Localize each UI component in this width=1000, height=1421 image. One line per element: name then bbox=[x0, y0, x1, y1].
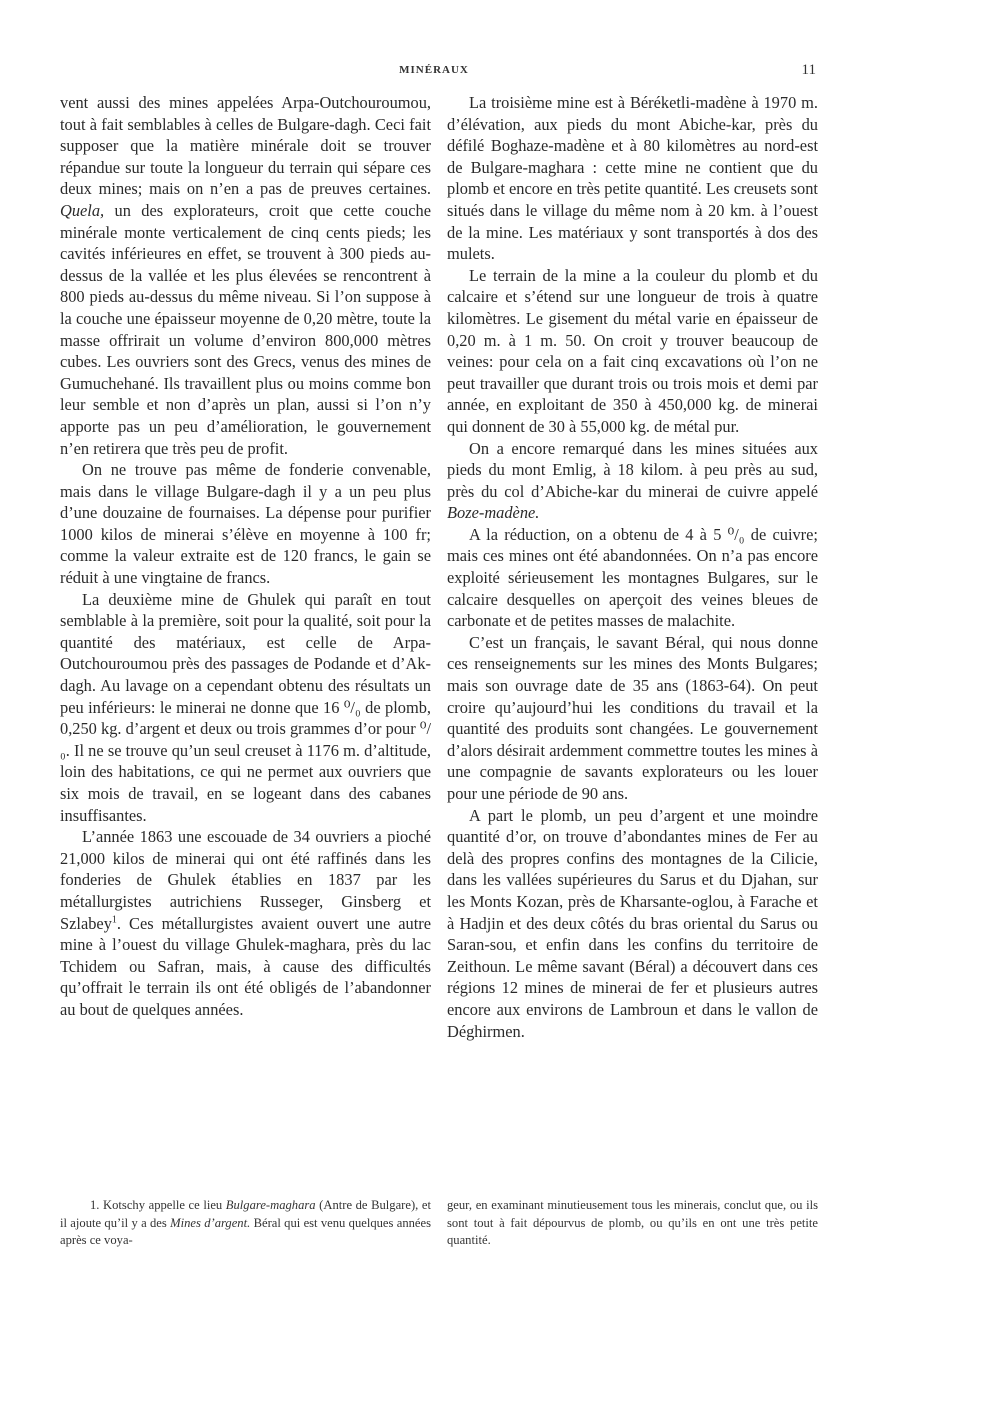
paragraph: La troisième mine est à Béréketli-madène à 1970 m. d’élévation, aux pieds du mont Abiche-kar, près du défilé Boghaze-madène et à 80 kilomètres au nord-est de Bulgare-maghara : cette mine ne contient que du plomb et encore en très petite quantité. Les creusets sont situés dans le village du même nom à 20 km. à l’ouest de la mine. Les matériaux y sont transportés à dos des mulets. bbox=[447, 93, 818, 264]
page-number: 11 bbox=[801, 62, 816, 78]
paragraph: On ne trouve pas même de fonderie convenable, mais dans le village Bulgare-dagh il y a un peu plus d’une douzaine de fournaises. La dépense pour purifier 1000 kilos de minerai s’élève en moyenne à 100 fr; comme la valeur extraite est de 120 francs, le gain se réduit à une vingtaine de francs. bbox=[60, 460, 431, 588]
paragraph: A part le plomb, un peu d’argent et une moindre quantité d’or, on trouve d’abondantes mines de Fer au delà des propres confins des montagnes de la Cilicie, dans les vallées supérieures du Sarus et du Djahan, sur les Monts Kozan, près de Kharsante-oglou, à Farache et à Hadjin et des deux côtés du bras oriental du Sarus ou Saran-sou, et enfin dans les confins du territoire de Zeithoun. Le même savant (Béral) a découvert dans ces régions 12 mines de minerai de fer et plusieurs autres encore aux environs de Lambroun et dans le vallon de Déghirmen. bbox=[447, 805, 818, 1041]
paragraph: vent aussi des mines appelées Arpa-Outchouroumou, tout à fait semblables à celles de Bulgare-dagh. Ceci fait supposer que la matière minérale doit se trouver répandue sur toute la longueur du terrain qui sépare ces deux mines; mais on n’en a pas de preuves certaines. Quela, un des explorateurs, croit que cette couche minérale monte verticalement de cinq cents pieds; les cavités inférieures en effet, se trouvent à 300 pieds au-dessus de la vallée et les plus élevées se rencontrent à 800 pieds au-dessus du même niveau. Si l’on suppose à la couche une épaisseur moyenne de 0,20 mètre, toute la masse offrirait un volume d’environ 800,000 mètres cubes. Les ouvriers sont des Grecs, venus des mines de Gumuchehané. Ils travaillent plus ou moins comme bon leur semble et non d’après un plan, aussi si l’on n’y apporte pas un peu d’amélioration, le gouvernement n’en retirera que très peu de profit. bbox=[60, 93, 431, 458]
running-title: MINÉRAUX bbox=[399, 64, 469, 76]
footnote-left bbox=[60, 1197, 431, 1250]
footnote-text: 1. Kotschy appelle ce lieu Bulgare-maghara (Antre de Bulgare), et il ajoute qu’il y a des Mines d’argent. Béral qui est venu quelques années après ce voya- bbox=[60, 1198, 432, 1247]
italic-name: Boze-madène. bbox=[447, 503, 540, 523]
paragraph: Le terrain de la mine a la couleur du plomb et du calcaire et s’étend sur une longueur de trois à quatre kilomètres. Le gisement du métal varie en épaisseur de 0,20 m. à 1 m. 50. On croit y trouver beaucoup de veines: pour cela on a fait cinq excavations où l’on ne peut travailler que durant trois ou trois mois et demi par année, en exploitant de 350 à 450,000 kg. de minerai qui donnent de 30 à 55,000 kg. de métal pur. bbox=[447, 265, 818, 436]
paragraph: A la réduction, on a obtenu de 4 à 5 ⁰/₀ de cuivre; mais ces mines ont été abandonnées. On n’a pas encore exploité sérieusement les montagnes Bulgares, sur le calcaire desquelles on aperçoit des veines bleues de carbonate et de petites masses de malachite. bbox=[447, 524, 818, 631]
paragraph: La deuxième mine de Ghulek qui paraît en tout semblable à la première, soit pour la qualité, soit pour la quantité des matériaux, est celle de Arpa-Outchouroumou près des passages de Podande et d’Ak-dagh. Au lavage on a cependant obtenu des résultats un peu inférieurs: le minerai ne donne que 16 ⁰/₀ de plomb, 0,250 kg. d’argent et deux ou trois grammes d’or pour ⁰/₀. Il ne se trouve qu’un seul creuset à 1176 m. d’altitude, loin des habitations, ce qui ne permet aux ouvriers que six mois de travail, en se logeant dans des cabanes insuffisantes. bbox=[60, 589, 431, 825]
footnote-right bbox=[447, 1197, 818, 1250]
paragraph: C’est un français, le savant Béral, qui nous donne ces renseignements sur les mines des Monts Bulgares; mais son ouvrage date de 35 ans (1863-64). On peut croire qu’aujourd’hui les conditions du travail et la quantité des produits sont changées. Le gouvernement d’alors désirait ardemment commettre toutes les mines à une compagnie de savants explorateurs ou les louer pour une période de 90 ans. bbox=[447, 632, 818, 803]
percent-sign: ⁰/₀ bbox=[60, 719, 431, 760]
paragraph: On a encore remarqué dans les mines situées aux pieds du mont Emlig, à 18 kilom. à peu près au sud, près du col d’Abiche-kar du minerai de cuivre appelé Boze-madène. bbox=[447, 438, 818, 523]
left-column bbox=[60, 92, 431, 1021]
percent-sign: ⁰/₀ bbox=[727, 524, 745, 544]
percent-sign: ⁰/₀ bbox=[343, 697, 361, 717]
paragraph: L’année 1863 une escouade de 34 ouvriers a pioché 21,000 kilos de minerai qui ont été raffinés dans les fonderies de Ghulek établies en 1837 par les métallurgistes autrichiens Russeger, Ginsberg et Szlabey$^1$. Ces métallurgistes avaient ouvert une autre mine à l’ouest du village Ghulek-maghara, près du lac Tchidem ou Safran, mais, à cause des difficultés qu’offrait le terrain ils ont été obligés de l’abandonner au bout de quelques années. bbox=[60, 827, 431, 1019]
right-column bbox=[447, 92, 818, 1042]
footnote-text: geur, en examinant minutieusement tous les minerais, conclut que, ou ils sont tout à fait dépourvus de plomb, ou qu’ils en ont une très petite quantité. bbox=[447, 1198, 818, 1247]
footnote-marker: 1 bbox=[111, 914, 117, 926]
italic-name: Quela, bbox=[60, 200, 105, 220]
